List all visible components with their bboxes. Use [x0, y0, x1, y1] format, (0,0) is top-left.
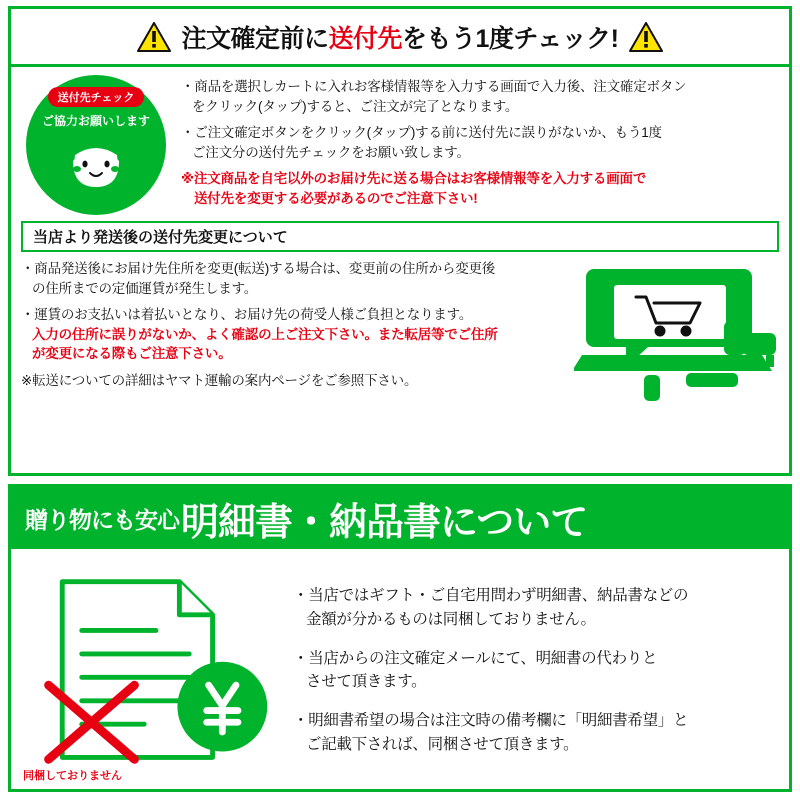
- panel1-header: [11, 9, 789, 67]
- bullet-line: ・ご注文確定ボタンをクリック(タップ)する前に送付先に誤りがないか、もう1度: [181, 125, 662, 141]
- bullet-line: ・運賃のお支払いは着払いとなり、お届け先の荷受人様ご負担となります。: [21, 307, 473, 323]
- laptop-cart-sofa-icon: [574, 259, 779, 408]
- panel1-lower-list: [21, 259, 574, 397]
- bullet-line: の住所までの定価運賃が発生します。: [32, 280, 258, 296]
- panel2-title: 明細書・納品書について: [181, 501, 588, 544]
- list-item: [181, 123, 779, 162]
- panel1-title-part2: をもう1度チェック!: [402, 24, 619, 53]
- list-item: [293, 584, 781, 631]
- list-item: [181, 77, 779, 116]
- shipping-address-panel: [8, 6, 792, 476]
- bullet-line: をクリック(タップ)すると、ご注文が完了となります。: [192, 98, 519, 114]
- list-item: [21, 259, 568, 298]
- bullet-line: 金額が分かるものは同梱しておりません。: [306, 610, 596, 628]
- panel2-header: [11, 487, 789, 549]
- bullet-line: ・商品発送後にお届け先住所を変更(転送)する場合は、変更前の住所から変更後: [21, 261, 496, 276]
- bullet-line: ・当店からの注文確定メールにて、明細書の代わりと: [293, 649, 658, 667]
- panel2-body: [11, 549, 789, 789]
- warning-triangle-icon: [137, 22, 171, 52]
- bullet-line: させて頂きます。: [306, 673, 427, 690]
- note-line: 送付先を変更する必要があるのでご注意下さい!: [194, 190, 478, 206]
- note-line: ※注文商品を自宅以外のお届け先に送る場合はお客様情報等を入力する画面で: [181, 171, 647, 187]
- bullet-line: ・当店ではギフト・ご自宅用問わず明細書、納品書などの: [293, 587, 689, 605]
- icon-caption: 同梱しておりません: [23, 770, 122, 782]
- list-item: [293, 709, 781, 756]
- document-yen-crossed-icon: [19, 555, 289, 785]
- bullet-line: ・明細書希望の場合は注文時の備考欄に「明細書希望」と: [293, 712, 689, 730]
- panel1-body: [11, 67, 789, 473]
- list-item: [293, 647, 781, 694]
- panel2-bullet-list: [289, 555, 781, 785]
- bullet-line: が変更になる際もご注意下さい。: [32, 346, 232, 362]
- panel1-title-part1: 注文確定前に: [181, 24, 329, 53]
- badge-pill-label: 送付先チェック: [48, 87, 145, 107]
- badge-circle: [26, 75, 166, 215]
- panel1-title-highlight: 送付先: [328, 24, 403, 53]
- list-item: [21, 305, 568, 364]
- panel2-subtitle: 贈り物にも安心: [25, 506, 179, 533]
- bullet-line: ご注文分の送付先チェックをお願い致します。: [192, 144, 470, 160]
- panel1-note: [181, 169, 779, 208]
- smiling-face-icon: [63, 131, 129, 189]
- panel1-bullet-list: [181, 75, 779, 208]
- panel1-top-row: [21, 75, 779, 215]
- bullet-line: 入力の住所に誤りがないか、よく確認の上ご注文下さい。また転居等でご住所: [32, 326, 498, 342]
- panel1-subheading: 当店より発送後の送付先変更について: [21, 221, 779, 252]
- panel1-lower-note: ※転送についての詳細はヤマト運輸の案内ページをご参照下さい。: [21, 372, 418, 388]
- bullet-line: ・商品を選択しカートに入れお客様情報等を入力する画面で入力後、注文確定ボタン: [181, 79, 687, 94]
- panel1-lower-row: [21, 259, 779, 408]
- badge-sub-label: ご協力お願いします: [41, 114, 150, 128]
- invoice-policy-panel: [8, 484, 792, 792]
- bullet-line: ご記載下されば、同梱させて頂きます。: [306, 735, 579, 753]
- check-badge: [21, 75, 171, 215]
- warning-triangle-icon: [629, 22, 663, 52]
- panel1-title: [181, 19, 618, 55]
